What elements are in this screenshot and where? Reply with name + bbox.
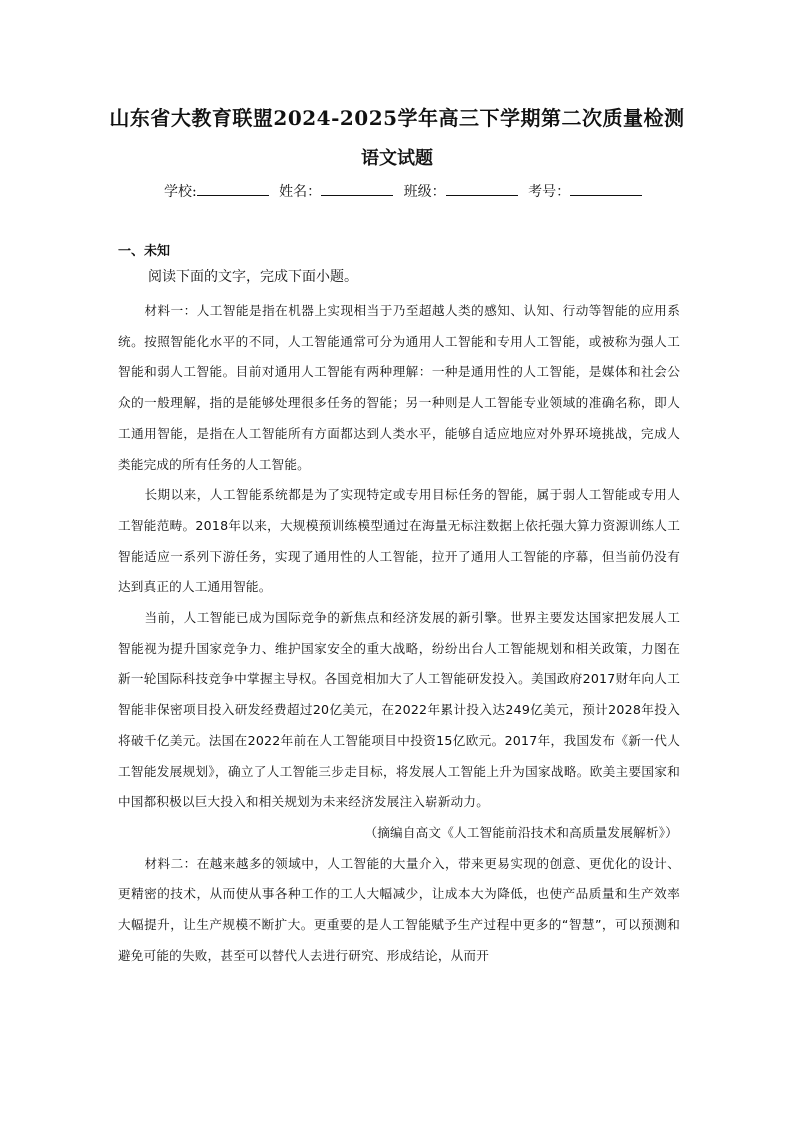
info-exam-number [528,181,648,202]
info-name [279,181,399,202]
reading-material [118,296,680,971]
info-class [404,181,524,202]
info-name-label: 姓名： [279,184,322,200]
source-citation: （摘编自高文《人工智能前沿技术和高质量发展解析》） [364,824,678,840]
section-instruction: 阅读下面的文字，完成下面小题。 [148,269,358,285]
info-school-label: 学校: [164,184,197,200]
info-name-blank [321,181,393,196]
page-title: 山东省大教育联盟2024-2025学年高三下学期第二次质量检测 [109,106,685,130]
material-one-paragraph-2: 长期以来，人工智能系统都是为了实现特定或专用目标任务的智能，属于弱人工智能或专用人工智能范畴。2018年以来，大规模预训练模型通过在海量无标注数据上依托强大算力资源训练人工智能适应一系列下游任务，实现了通用性的人工智能，拉开了通用人工智能的序幕，但当前仍没有达到真正的人工通用智能。 [118,487,680,595]
material-one-paragraph-1: 材料一：人工智能是指在机器上实现相当于乃至超越人类的感知、认知、行动等智能的应用系统。按照智能化水平的不同，人工智能通常可分为通用人工智能和专用人工智能，或被称为强人工智能和弱人工智能。目前对通用人工智能有两种理解：一种是通用性的人工智能，是媒体和社会公众的一般理解，指的是能够处理很多任务的智能；另一种则是人工智能专业领域的准确名称，即人工通用智能，是指在人工智能所有方面都达到人类水平，能够自适应地应对外界环境挑战，完成人类能完成的所有任务的人工智能。 [118,303,680,472]
info-exam-number-label: 考号： [528,184,571,200]
info-school [164,181,275,202]
material-two-paragraph-1: 材料二：在越来越多的领域中，人工智能的大量介入，带来更易实现的创意、更优化的设计、更精密的技术，从而使从事各种工作的工人大幅减少，让成本大为降低，也使产品质量和生产效率大幅提升，让生产规模不断扩大。更重要的是人工智能赋予生产过程中更多的“智慧”，可以预测和避免可能的失败，甚至可以替代人去进行研究、形成结论，从而开 [118,855,680,963]
section-heading: 一、未知 [118,244,171,259]
student-info-line [164,181,648,202]
info-class-blank [446,181,518,196]
info-school-blank [197,181,269,196]
page-subtitle: 语文试题 [361,148,433,169]
info-class-label: 班级： [403,184,446,200]
material-one-paragraph-3: 当前，人工智能已成为国际竞争的新焦点和经济发展的新引擎。世界主要发达国家把发展人工智能视为提升国家竞争力、维护国家安全的重大战略，纷纷出台人工智能规划和相关政策，力图在新一轮国际科技竞争中掌握主导权。各国竞相加大了人工智能研发投入。美国政府2017财年向人工智能非保密项目投入研发经费超过20亿美元，在2022年累计投入达249亿美元，预计2028年投入将破千亿美元。法国在2022年前在人工智能项目中投资15亿欧元。2017年，我国发布《新一代人工智能发展规划》，确立了人工智能三步走目标，将发展人工智能上升为国家战略。欧美主要国家和中国都积极以巨大投入和相关规划为未来经济发展注入崭新动力。 [118,610,680,810]
info-exam-number-blank [570,181,642,196]
